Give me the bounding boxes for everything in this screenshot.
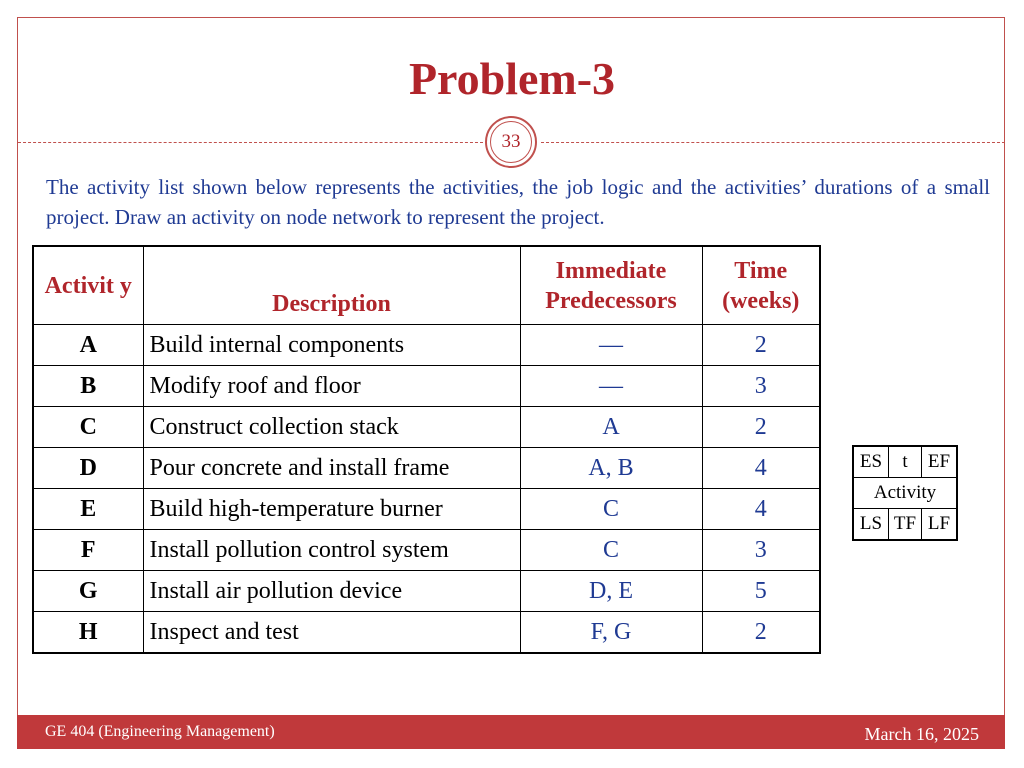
legend-ef: EF	[922, 446, 958, 478]
footer-course: GE 404 (Engineering Management)	[45, 723, 275, 740]
legend-lf: LF	[922, 509, 958, 541]
description-cell: Inspect and test	[143, 612, 520, 654]
time-cell: 2	[702, 325, 820, 366]
table-row	[33, 530, 820, 571]
table-row	[33, 366, 820, 407]
page-number: 33	[490, 121, 532, 163]
legend-ls: LS	[853, 509, 889, 541]
intro-paragraph: The activity list shown below represents the activities, the job logic and the activities’ durations of a small project. Draw an activity on node network to represent the project.	[46, 175, 990, 229]
time-cell: 2	[702, 612, 820, 654]
page-number-badge	[485, 116, 537, 168]
slide-title: Problem-3	[408, 53, 616, 104]
header-activity: Activit y	[33, 246, 143, 325]
table-row	[33, 489, 820, 530]
predecessors-cell: A	[520, 407, 702, 448]
activity-table	[32, 245, 821, 654]
time-cell: 4	[702, 448, 820, 489]
time-cell: 2	[702, 407, 820, 448]
header-description: Description	[143, 246, 520, 325]
description-cell: Modify roof and floor	[143, 366, 520, 407]
description-cell: Install air pollution device	[143, 571, 520, 612]
time-cell: 4	[702, 489, 820, 530]
time-cell: 5	[702, 571, 820, 612]
header-time: Time (weeks)	[702, 246, 820, 325]
predecessors-cell: C	[520, 530, 702, 571]
activity-cell: G	[33, 571, 143, 612]
activity-cell: C	[33, 407, 143, 448]
legend-es: ES	[853, 446, 889, 478]
title-divider-right	[541, 142, 1005, 143]
activity-cell: F	[33, 530, 143, 571]
legend-t: t	[889, 446, 922, 478]
time-cell: 3	[702, 530, 820, 571]
footer-date: March 16, 2025	[864, 724, 979, 744]
predecessors-cell: —	[520, 366, 702, 407]
table-row	[33, 325, 820, 366]
table-row	[33, 407, 820, 448]
activity-cell: H	[33, 612, 143, 654]
legend-tf: TF	[889, 509, 922, 541]
description-cell: Construct collection stack	[143, 407, 520, 448]
predecessors-cell: —	[520, 325, 702, 366]
activity-cell: E	[33, 489, 143, 530]
description-cell: Build internal components	[143, 325, 520, 366]
table-row	[33, 571, 820, 612]
activity-cell: A	[33, 325, 143, 366]
description-cell: Install pollution control system	[143, 530, 520, 571]
activity-cell: B	[33, 366, 143, 407]
time-cell: 3	[702, 366, 820, 407]
description-cell: Pour concrete and install frame	[143, 448, 520, 489]
node-legend	[852, 445, 958, 541]
table-row	[33, 448, 820, 489]
predecessors-cell: D, E	[520, 571, 702, 612]
activity-cell: D	[33, 448, 143, 489]
header-predecessors: Immediate Predecessors	[520, 246, 702, 325]
predecessors-cell: C	[520, 489, 702, 530]
table-row	[33, 612, 820, 654]
description-cell: Build high-temperature burner	[143, 489, 520, 530]
footer-bar	[17, 715, 1005, 749]
predecessors-cell: A, B	[520, 448, 702, 489]
table-header-row	[33, 246, 820, 325]
predecessors-cell: F, G	[520, 612, 702, 654]
legend-activity: Activity	[853, 478, 957, 509]
title-divider-left	[18, 142, 483, 143]
